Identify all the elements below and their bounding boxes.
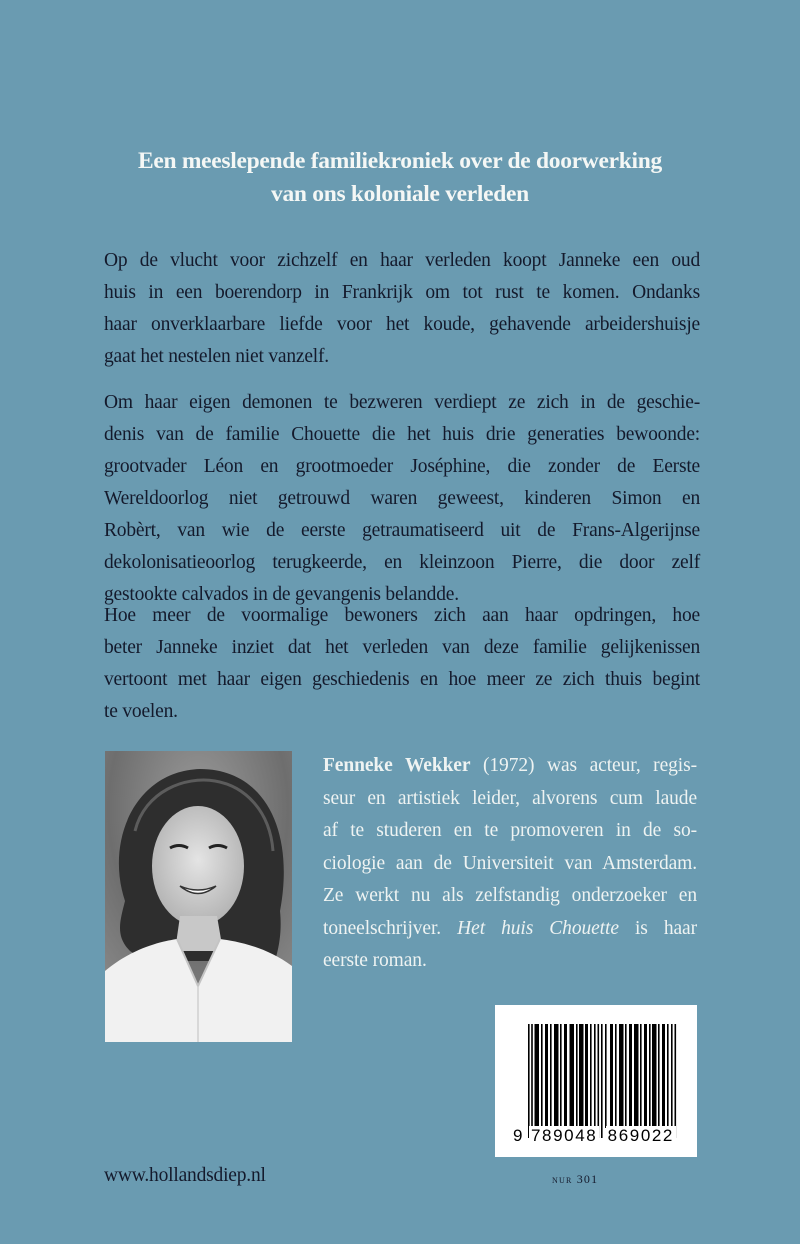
blurb-paragraph-3 bbox=[104, 600, 700, 728]
text-line: Robèrt, van wie de eerste getraumatiseerd uit de Frans-Algerijnse bbox=[104, 520, 700, 541]
bio-line: ciologie aan de Universiteit van Amsterdam. bbox=[323, 852, 697, 874]
blurb-paragraph-1 bbox=[104, 245, 700, 373]
tagline-line-2: van ons koloniale verleden bbox=[271, 181, 529, 207]
barcode-bars-icon bbox=[528, 1024, 678, 1138]
author-name: Fenneke Wekker bbox=[323, 755, 471, 776]
tagline-line-1: Een meeslepende familiekroniek over de doorwerking bbox=[138, 148, 662, 174]
text-line: Hoe meer de voormalige bewoners zich aan haar opdringen, hoe bbox=[104, 605, 700, 626]
blurb-paragraph-2 bbox=[104, 387, 700, 611]
text-line: dekolonisatieoorlog terugkeerde, en kleinzoon Pierre, die door zelf bbox=[104, 552, 700, 573]
portrait-illustration bbox=[105, 751, 292, 1042]
text-line: gaat het nestelen niet vanzelf. bbox=[104, 346, 329, 367]
text-line: beter Janneke inziet dat het verleden van deze familie gelijkenissen bbox=[104, 637, 700, 658]
text-line: Wereldoorlog niet getrouwd waren geweest, kinderen Simon en bbox=[104, 488, 700, 509]
tagline bbox=[100, 145, 700, 211]
bio-line: toneelschrijver. Het huis Chouette is haar bbox=[323, 917, 698, 939]
book-title: Het huis Chouette bbox=[457, 917, 619, 939]
text-line: grootvader Léon en grootmoeder Joséphine, die zonder de Eerste bbox=[104, 456, 700, 477]
text-line: gestookte calvados in de gevangenis belandde. bbox=[104, 584, 459, 605]
text-line: Op de vlucht voor zichzelf en haar verleden koopt Janneke een oud bbox=[104, 250, 700, 271]
author-photo bbox=[105, 751, 292, 1042]
nur-code: nur 301 bbox=[552, 1172, 599, 1186]
bio-line: eerste roman. bbox=[323, 950, 427, 971]
isbn-number: 9 789048 869022 bbox=[513, 1126, 674, 1145]
bio-line: seur en artistiek leider, alvorens cum laude bbox=[323, 787, 697, 809]
bio-line: af te studeren en te promoveren in de so- bbox=[323, 820, 697, 841]
text-line: huis in een boerendorp in Frankrijk om tot rust te komen. Ondanks bbox=[104, 282, 700, 303]
text-line: te voelen. bbox=[104, 701, 178, 722]
bio-line: Fenneke Wekker (1972) was acteur, regis- bbox=[323, 755, 697, 776]
author-bio bbox=[323, 750, 697, 978]
publisher-website[interactable]: www.hollandsdiep.nl bbox=[104, 1165, 266, 1186]
text-line: haar onverklaarbare liefde voor het koude, gehavende arbeidershuisje bbox=[104, 314, 700, 335]
text-line: Om haar eigen demonen te bezweren verdiept ze zich in de geschie- bbox=[104, 392, 700, 413]
text-line: denis van de familie Chouette die het huis drie generaties bewoonde: bbox=[104, 424, 700, 445]
isbn-barcode bbox=[495, 1005, 697, 1157]
text-line: vertoont met haar eigen geschiedenis en hoe meer ze zich thuis begint bbox=[104, 669, 700, 690]
bio-line: Ze werkt nu als zelfstandig onderzoeker en bbox=[323, 885, 697, 906]
